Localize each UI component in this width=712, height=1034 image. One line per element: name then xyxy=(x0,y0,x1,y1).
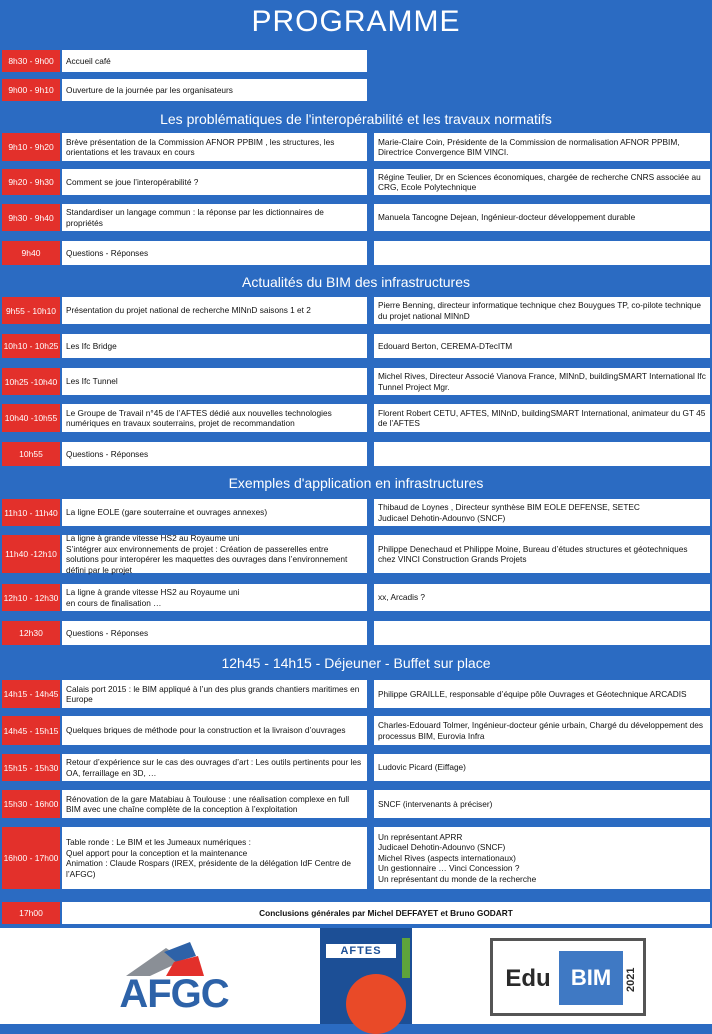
time-slot: 15h15 - 15h30 xyxy=(2,754,60,781)
speaker xyxy=(374,621,710,645)
speaker: Un représentant APRR Judicael Dehotin-Adounvo (SNCF) Michel Rives (aspects internationaux) Un gestionnaire … Vinci Concession ? Un représentant du monde de la recherche xyxy=(374,827,710,889)
session-title: Rénovation de la gare Matabiau à Toulouse : une réalisation complexe en full BIM avec une chaîne complète de la conception à l’exploitation xyxy=(62,790,367,818)
time-slot: 10h10 - 10h25 xyxy=(2,334,60,358)
time-slot: 14h15 - 14h45 xyxy=(2,680,60,708)
time-slot: 16h00 - 17h00 xyxy=(2,827,60,889)
speaker: Régine Teulier, Dr en Sciences économiques, chargée de recherche CNRS associée au CRG, Ecole Polytechnique xyxy=(374,169,710,195)
afgc-emblem-icon xyxy=(106,942,242,976)
time-slot: 9h20 - 9h30 xyxy=(2,169,60,195)
time-slot: 17h00 xyxy=(2,902,60,924)
speaker: Philippe Denechaud et Philippe Moine, Bureau d’études structures et géotechniques chez VINCI Construction Grands Projets xyxy=(374,535,710,573)
speaker: Pierre Benning, directeur informatique technique chez Bouygues TP, co-pilote technique du projet national MINnD xyxy=(374,297,710,324)
speaker: Ludovic Picard (Eiffage) xyxy=(374,754,710,781)
aftes-sun-icon xyxy=(346,974,406,1034)
time-slot: 9h40 xyxy=(2,241,60,265)
speaker xyxy=(374,442,710,466)
time-slot: 11h40 -12h10 xyxy=(2,535,60,573)
session-title: La ligne à grande vitesse HS2 au Royaume uni en cours de finalisation … xyxy=(62,584,367,611)
session-title: Le Groupe de Travail n°45 de l’AFTES dédié aux nouvelles technologies numériques en travaux souterrains, projet de recommandation xyxy=(62,404,367,432)
edubim-bim-text: BIM xyxy=(559,951,623,1005)
time-slot: 12h10 - 12h30 xyxy=(2,584,60,611)
aftes-green-stripe xyxy=(402,938,410,978)
session-title: Standardiser un langage commun : la réponse par les dictionnaires de propriétés xyxy=(62,204,367,231)
session-title: Questions - Réponses xyxy=(62,241,367,265)
time-slot: 12h30 xyxy=(2,621,60,645)
time-slot: 11h10 - 11h40 xyxy=(2,499,60,526)
speaker: Charles-Edouard Tolmer, Ingénieur-docteur génie urbain, Chargé du développement des processus BIM, Eurovia Infra xyxy=(374,716,710,745)
session-title: La ligne EOLE (gare souterraine et ouvrages annexes) xyxy=(62,499,367,526)
speaker: Marie-Claire Coin, Présidente de la Commission de normalisation AFNOR PPBIM, Directrice Convergence BIM VINCI. xyxy=(374,133,710,161)
speaker: Manuela Tancogne Dejean, Ingénieur-docteur développement durable xyxy=(374,204,710,231)
time-slot: 9h10 - 9h20 xyxy=(2,133,60,161)
edubim-logo xyxy=(490,938,646,1016)
speaker: Edouard Berton, CEREMA-DTecITM xyxy=(374,334,710,358)
session-title: Quelques briques de méthode pour la construction et la livraison d’ouvrages xyxy=(62,716,367,745)
session-title: Questions - Réponses xyxy=(62,442,367,466)
speaker: xx, Arcadis ? xyxy=(374,584,710,611)
aftes-logo-text: AFTES xyxy=(326,944,396,958)
speaker: Thibaud de Loynes , Directeur synthèse BIM EOLE DEFENSE, SETEC Judicael Dehotin-Adounvo (SNCF) xyxy=(374,499,710,526)
aftes-logo xyxy=(320,928,412,1024)
section-heading: Actualités du BIM des infrastructures xyxy=(242,274,470,290)
section-heading: 12h45 - 14h15 - Déjeuner - Buffet sur place xyxy=(221,655,491,671)
afgc-logo xyxy=(106,942,242,1014)
section-heading: Les problématiques de l'interopérabilité et les travaux normatifs xyxy=(160,111,552,127)
edubim-year: 2021 xyxy=(625,967,637,993)
time-slot: 9h00 - 9h10 xyxy=(2,79,60,101)
speaker xyxy=(374,241,710,265)
time-slot: 9h55 - 10h10 xyxy=(2,297,60,324)
time-slot: 15h30 - 16h00 xyxy=(2,790,60,818)
section-heading: Exemples d'application en infrastructures xyxy=(228,475,484,491)
session-title: Retour d’expérience sur le cas des ouvrages d’art : Les outils pertinents pour les OA, ferraillage en 3D, … xyxy=(62,754,367,781)
session-title: La ligne à grande vitesse HS2 au Royaume uni S’intégrer aux environnements de projet : Création de passerelles entre solutions pour interopérer les maquettes des ouvrages dans l’environnement défini par le projet xyxy=(62,535,367,573)
speaker: SNCF (intervenants à préciser) xyxy=(374,790,710,818)
afgc-logo-text: AFGC xyxy=(119,972,229,1016)
session-title: Brève présentation de la Commission AFNOR PPBIM , les structures, les orientations et les travaux en cours xyxy=(62,133,367,161)
session-title: Comment se joue l’interopérabilité ? xyxy=(62,169,367,195)
session-title: Les Ifc Bridge xyxy=(62,334,367,358)
closing-remarks: Conclusions générales par Michel DEFFAYET et Bruno GODART xyxy=(62,902,710,924)
logo-strip xyxy=(0,928,712,1024)
session-title: Présentation du projet national de recherche MINnD saisons 1 et 2 xyxy=(62,297,367,324)
session-title: Calais port 2015 : le BIM appliqué à l’un des plus grands chantiers maritimes en Europe xyxy=(62,680,367,708)
time-slot: 10h55 xyxy=(2,442,60,466)
speaker: Michel Rives, Directeur Associé Vianova France, MINnD, buildingSMART International Ifc Tunnel Project Mgr. xyxy=(374,368,710,395)
speaker: Florent Robert CETU, AFTES, MINnD, buildingSMART International, animateur du GT 45 de l’AFTES xyxy=(374,404,710,432)
speaker: Philippe GRAILLE, responsable d’équipe pôle Ouvrages et Géotechnique ARCADIS xyxy=(374,680,710,708)
edubim-edu-text: Edu xyxy=(505,965,551,992)
time-slot: 10h40 -10h55 xyxy=(2,404,60,432)
page-title: PROGRAMME xyxy=(251,5,461,38)
time-slot: 9h30 - 9h40 xyxy=(2,204,60,231)
session-title: Accueil café xyxy=(62,50,367,72)
session-title: Questions - Réponses xyxy=(62,621,367,645)
session-title: Les Ifc Tunnel xyxy=(62,368,367,395)
time-slot: 10h25 -10h40 xyxy=(2,368,60,395)
session-title: Table ronde : Le BIM et les Jumeaux numériques : Quel apport pour la conception et la maintenance Animation : Claude Rospars (IREX, présidente de la délégation IdF Centre de l’AFGC) xyxy=(62,827,367,889)
time-slot: 14h45 - 15h15 xyxy=(2,716,60,745)
time-slot: 8h30 - 9h00 xyxy=(2,50,60,72)
session-title: Ouverture de la journée par les organisateurs xyxy=(62,79,367,101)
